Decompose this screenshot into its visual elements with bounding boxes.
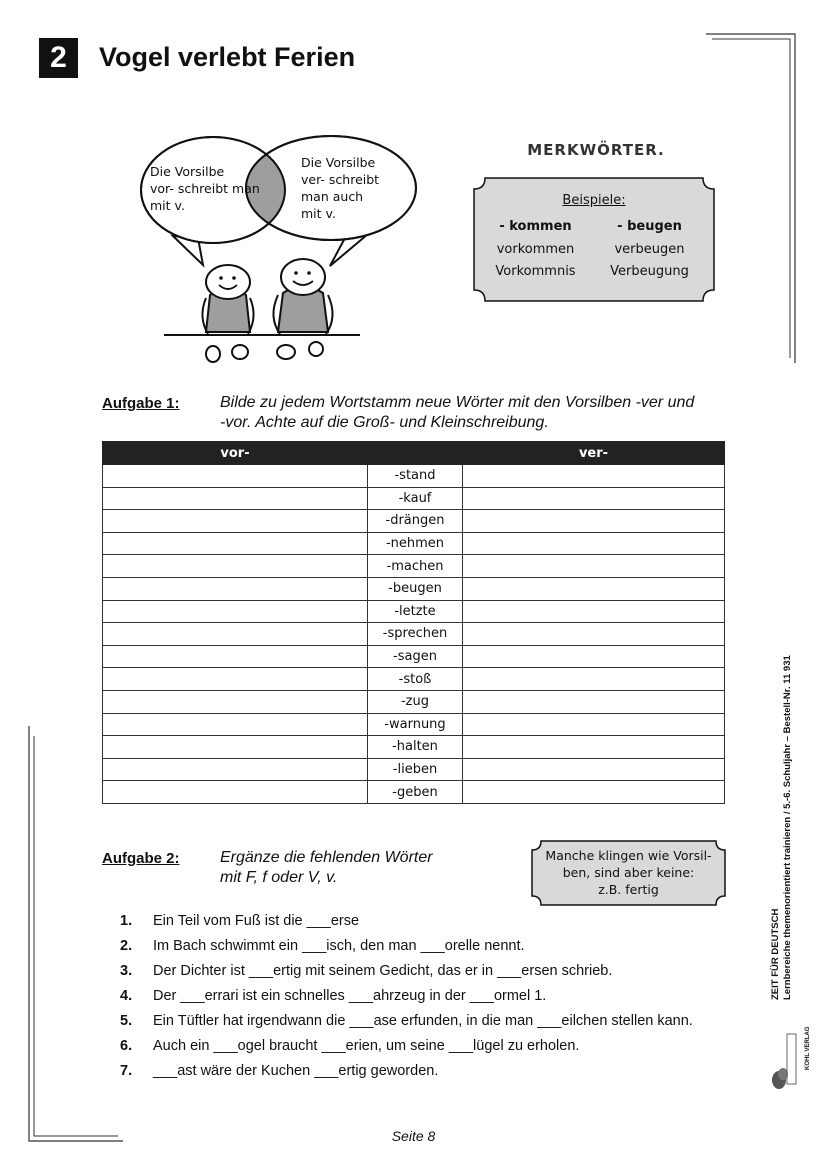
publisher-logo-text: KOHL VERLAG [805,1026,811,1070]
sentence-text: ___ast wäre der Kuchen ___ertig geworden. [153,1063,439,1079]
merk-word: Verbeugung [610,264,689,279]
page-title: Vogel verlebt Ferien [99,42,356,72]
stem-cell: -warnung [368,713,463,736]
vor-cell[interactable] [103,555,368,578]
table-row [103,690,725,713]
side-series-subtitle: Lernbereiche themenorientiert trainieren / 5.-6. Schuljahr – Bestell-Nr. 11 931 [782,655,793,1000]
vor-cell[interactable] [103,781,368,804]
table-row [103,758,725,781]
ver-cell[interactable] [463,758,725,781]
publisher-logo [770,1028,800,1092]
sentence-text: Im Bach schwimmt ein ___isch, den man ___orelle nennt. [153,938,525,954]
sentence-text: Auch ein ___ogel braucht ___erien, um seine ___lügel zu erholen. [153,1038,580,1054]
bubble-right-line: mit v. [301,206,336,221]
task2-line: Ergänze die fehlenden Wörter [220,849,433,866]
column-header-vor: vor- [103,442,368,465]
merk-word: verbeugen [614,241,685,257]
note-line: z.B. fertig [598,882,659,897]
merkwoerter-title: MERKWÖRTER. [527,141,665,159]
merk-column-2 [592,216,707,284]
ver-cell[interactable] [463,736,725,759]
sentence-text: Ein Tüftler hat irgendwann die ___ase erfunden, in die man ___eilchen stellen kann. [153,1013,693,1029]
ver-cell[interactable] [463,645,725,668]
vor-cell[interactable] [103,690,368,713]
stem-cell: -sprechen [368,623,463,646]
table-row [103,623,725,646]
ver-cell[interactable] [463,577,725,600]
stem-cell: -zug [368,690,463,713]
vor-cell[interactable] [103,532,368,555]
sentence-item [120,1037,700,1056]
sentence-number: 6. [120,1038,133,1054]
task1-line: -vor. Achte auf die Groß- und Kleinschreibung. [220,414,549,431]
ver-cell[interactable] [463,487,725,510]
ver-cell[interactable] [463,510,725,533]
sentence-item [120,1062,700,1081]
bubble-left-line: mit v. [150,198,185,213]
stem-cell: -halten [368,736,463,759]
note-text [531,847,726,898]
table-row [103,487,725,510]
merk-word: vorkommen [496,241,575,257]
table-row [103,600,725,623]
page-number: Seite 8 [391,1128,436,1144]
sentence-list [120,912,700,1087]
stem-cell: -letzte [368,600,463,623]
word-table [102,441,725,804]
sentence-number: 5. [120,1013,133,1029]
merk-word: Vorkommnis [495,264,576,279]
sentence-text: Der Dichter ist ___ertig mit seinem Gedicht, das er in ___ersen schrieb. [153,963,613,979]
stem-cell: -beugen [368,577,463,600]
table-row [103,465,725,488]
task1-line: Bilde zu jedem Wortstamm neue Wörter mit den Vorsilben -ver und [220,394,695,411]
stem-cell: -machen [368,555,463,578]
side-series-title: ZEIT FÜR DEUTSCH [770,908,781,1000]
vor-cell[interactable] [103,668,368,691]
sentence-item [120,912,700,931]
table-row [103,555,725,578]
sentence-number: 7. [120,1063,133,1079]
table-row [103,781,725,804]
bubble-left-line: vor- schreibt man [150,181,260,196]
table-row [103,668,725,691]
vor-cell[interactable] [103,736,368,759]
side-publisher-text [770,655,794,1000]
table-row [103,577,725,600]
ver-cell[interactable] [463,690,725,713]
bubble-right-line: Die Vorsilbe [301,155,376,170]
stem-cell: -stand [368,465,463,488]
stem-cell: -kauf [368,487,463,510]
ver-cell[interactable] [463,781,725,804]
vor-cell[interactable] [103,600,368,623]
table-row [103,532,725,555]
vor-cell[interactable] [103,510,368,533]
column-header-stem [368,442,463,465]
stem-cell: -geben [368,781,463,804]
task2-label: Aufgabe 2: [102,850,180,867]
column-header-ver: ver- [463,442,725,465]
ver-cell[interactable] [463,465,725,488]
sentence-item [120,987,700,1006]
bubble-left-line: Die Vorsilbe [150,164,225,179]
ver-cell[interactable] [463,555,725,578]
exercise-number: 2 [39,38,78,78]
stem-cell: -lieben [368,758,463,781]
sentence-number: 2. [120,938,133,954]
ver-cell[interactable] [463,623,725,646]
vor-cell[interactable] [103,487,368,510]
table-row [103,510,725,533]
task2-line: mit F, f oder V, v. [220,869,338,886]
sentence-item [120,937,700,956]
vor-cell[interactable] [103,645,368,668]
ver-cell[interactable] [463,600,725,623]
bubble-right-line: man auch [301,189,364,204]
bubble-left-text [150,163,260,214]
task1-instructions [220,393,730,433]
sentence-text: Ein Teil vom Fuß ist die ___erse [153,913,360,929]
sentence-item [120,1012,700,1031]
sentence-number: 3. [120,963,133,979]
vor-cell[interactable] [103,577,368,600]
note-line: Manche klingen wie Vorsil- [545,848,712,863]
merk-word: - beugen [617,219,682,234]
sentence-number: 1. [120,913,133,929]
vor-cell[interactable] [103,758,368,781]
ver-cell[interactable] [463,713,725,736]
stem-cell: -drängen [368,510,463,533]
bubble-right-line: ver- schreibt [301,172,380,187]
merk-word: - kommen [499,219,572,234]
stem-cell: -nehmen [368,532,463,555]
sentence-item [120,962,700,981]
ver-cell[interactable] [463,532,725,555]
table-row [103,713,725,736]
ver-cell[interactable] [463,668,725,691]
table-row [103,645,725,668]
vor-cell[interactable] [103,623,368,646]
stem-cell: -stoß [368,668,463,691]
vor-cell[interactable] [103,713,368,736]
merk-column-1 [478,216,593,284]
vor-cell[interactable] [103,465,368,488]
task1-label: Aufgabe 1: [102,395,180,412]
examples-label: Beispiele: [562,193,626,208]
table-row [103,736,725,759]
sentence-number: 4. [120,988,133,1004]
sentence-text: Der ___errari ist ein schnelles ___ahrzeug in der ___ormel 1. [153,988,547,1004]
note-line: ben, sind aber keine: [562,865,695,880]
stem-cell: -sagen [368,645,463,668]
bubble-right-text [301,154,379,222]
task2-instructions [220,848,520,888]
corner-frame-top-right [706,33,796,363]
